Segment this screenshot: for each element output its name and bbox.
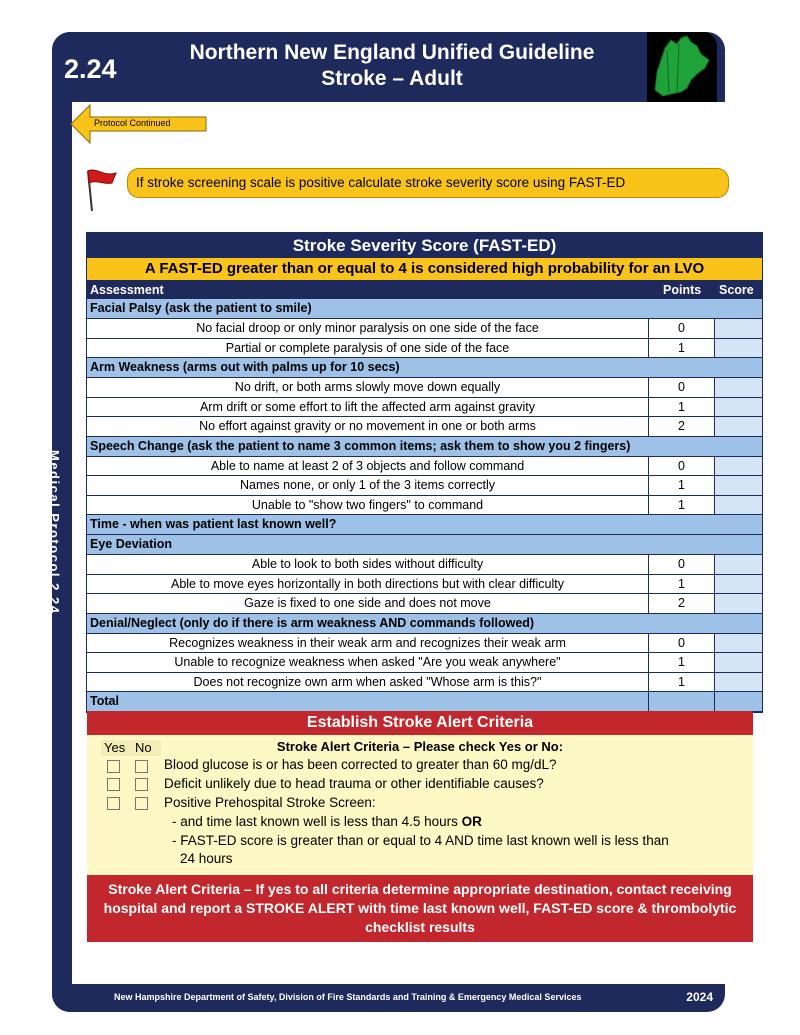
score-cell[interactable] <box>715 457 762 476</box>
table-row <box>87 476 762 496</box>
score-cell[interactable] <box>715 476 762 495</box>
row-description: Unable to recognize weakness when asked "Are you weak anywhere" <box>87 653 649 672</box>
fast-ed-title: Stroke Severity Score (FAST-ED) <box>87 233 762 258</box>
row-points: 2 <box>649 594 715 613</box>
section-denial-neglect: Denial/Neglect (only do if there is arm weakness AND commands followed) <box>87 614 762 634</box>
title-line-1: Northern New England Unified Guideline <box>189 41 595 64</box>
stroke-alert-title: Establish Stroke Alert Criteria <box>87 711 753 735</box>
criteria-2-no-checkbox[interactable] <box>135 778 148 791</box>
row-description: Partial or complete paralysis of one side of the face <box>87 339 649 358</box>
criteria-1-text: Blood glucose is or has been corrected to greater than 60 mg/dL? <box>164 757 557 772</box>
row-points: 0 <box>649 634 715 653</box>
row-description: Does not recognize own arm when asked "Whose arm is this?" <box>87 673 649 692</box>
row-description: Names none, or only 1 of the 3 items correctly <box>87 476 649 495</box>
criteria-2-text: Deficit unlikely due to head trauma or other identifiable causes? <box>164 776 544 791</box>
criteria-3a-text: - and time last known well is less than 4.5 hours OR <box>172 814 482 829</box>
row-points: 1 <box>649 575 715 594</box>
row-description: No drift, or both arms slowly move down equally <box>87 378 649 397</box>
total-label: Total <box>87 692 649 711</box>
score-cell[interactable] <box>715 378 762 397</box>
row-description: Able to name at least 2 of 3 objects and follow command <box>87 457 649 476</box>
table-row <box>87 496 762 516</box>
row-description: Arm drift or some effort to lift the affected arm against gravity <box>87 398 649 417</box>
row-description: No facial droop or only minor paralysis on one side of the face <box>87 319 649 338</box>
row-points: 0 <box>649 555 715 574</box>
table-row <box>87 339 762 359</box>
row-points: 1 <box>649 339 715 358</box>
table-row <box>87 594 762 614</box>
stroke-alert-heading: Stroke Alert Criteria – Please check Yes or No: <box>276 739 564 754</box>
score-cell[interactable] <box>715 417 762 436</box>
title-line-2: Stroke – Adult <box>321 67 463 90</box>
table-row <box>87 378 762 398</box>
section-facial-palsy: Facial Palsy (ask the patient to smile) <box>87 299 762 319</box>
score-cell[interactable] <box>715 673 762 692</box>
table-row <box>87 398 762 418</box>
total-score-cell[interactable] <box>715 692 762 711</box>
screening-banner: If stroke screening scale is positive calculate stroke severity score using FAST-ED <box>127 168 729 198</box>
page-footer <box>52 984 725 1012</box>
row-points: 1 <box>649 673 715 692</box>
row-description: Able to look to both sides without difficulty <box>87 555 649 574</box>
row-description: Able to move eyes horizontally in both directions but with clear difficulty <box>87 575 649 594</box>
row-points: 0 <box>649 457 715 476</box>
score-cell[interactable] <box>715 398 762 417</box>
stroke-alert-footer: Stroke Alert Criteria – If yes to all criteria determine appropriate destination, contact receiving hospital and report a STROKE ALERT with time last known well, FAST-ED score & thrombolytic checklist results <box>87 875 753 942</box>
score-cell[interactable] <box>715 653 762 672</box>
page-title <box>147 40 637 92</box>
score-cell[interactable] <box>715 496 762 515</box>
table-row <box>87 634 762 654</box>
footer-text: New Hampshire Department of Safety, Division of Fire Standards and Training & Emergency Medical Services <box>114 992 582 1002</box>
table-row <box>87 555 762 575</box>
row-points: 1 <box>649 476 715 495</box>
row-description: Unable to "show two fingers" to command <box>87 496 649 515</box>
criteria-2-yes-checkbox[interactable] <box>107 778 120 791</box>
protocol-continued-label[interactable]: Protocol Continued <box>94 118 171 128</box>
page-header <box>52 32 725 102</box>
row-points: 0 <box>649 319 715 338</box>
score-cell[interactable] <box>715 319 762 338</box>
row-points: 1 <box>649 496 715 515</box>
table-row <box>87 575 762 595</box>
fast-ed-header-row <box>87 281 762 299</box>
row-description: Recognizes weakness in their weak arm and recognizes their weak arm <box>87 634 649 653</box>
total-row <box>87 692 762 712</box>
footer-year: 2024 <box>686 990 713 1004</box>
section-time-last-known-well: Time - when was patient last known well? <box>87 515 762 535</box>
row-description: Gaze is fixed to one side and does not move <box>87 594 649 613</box>
criteria-1-no-checkbox[interactable] <box>135 760 148 773</box>
assessment-header: Assessment <box>90 283 164 297</box>
protocol-number: 2.24 <box>64 54 117 84</box>
criteria-3-text: Positive Prehospital Stroke Screen: <box>164 795 376 810</box>
side-label: Medical Protocol 2.24 <box>47 450 62 615</box>
score-cell[interactable] <box>715 339 762 358</box>
table-row <box>87 457 762 477</box>
criteria-1-yes-checkbox[interactable] <box>107 760 120 773</box>
points-header: Points <box>663 283 702 297</box>
score-header: Score <box>719 283 754 297</box>
score-cell[interactable] <box>715 555 762 574</box>
table-row <box>87 653 762 673</box>
table-row <box>87 417 762 437</box>
score-cell[interactable] <box>715 575 762 594</box>
red-flag-icon <box>78 165 122 213</box>
row-description: No effort against gravity or no movement in one or both arms <box>87 417 649 436</box>
new-england-map-logo <box>647 32 717 102</box>
section-arm-weakness: Arm Weakness (arms out with palms up for 10 secs) <box>87 358 762 378</box>
row-points: 2 <box>649 417 715 436</box>
table-row <box>87 319 762 339</box>
row-points: 0 <box>649 378 715 397</box>
yes-label: Yes <box>104 740 126 755</box>
criteria-3b-text: - FAST-ED score is greater than or equal to 4 AND time last known well is less than <box>172 833 669 848</box>
no-label: No <box>135 740 152 755</box>
fast-ed-table <box>86 232 763 713</box>
score-cell[interactable] <box>715 594 762 613</box>
section-speech-change: Speech Change (ask the patient to name 3 common items; ask them to show you 2 fingers) <box>87 437 762 457</box>
criteria-3-yes-checkbox[interactable] <box>107 797 120 810</box>
table-row <box>87 673 762 693</box>
score-cell[interactable] <box>715 634 762 653</box>
row-points: 1 <box>649 653 715 672</box>
criteria-3-no-checkbox[interactable] <box>135 797 148 810</box>
fast-ed-subtitle: A FAST-ED greater than or equal to 4 is considered high probability for an LVO <box>87 258 762 281</box>
section-eye-deviation: Eye Deviation <box>87 535 762 555</box>
criteria-3b-text-cont: 24 hours <box>180 851 233 866</box>
total-points-cell <box>649 692 715 711</box>
row-points: 1 <box>649 398 715 417</box>
stroke-alert-panel <box>87 711 753 942</box>
